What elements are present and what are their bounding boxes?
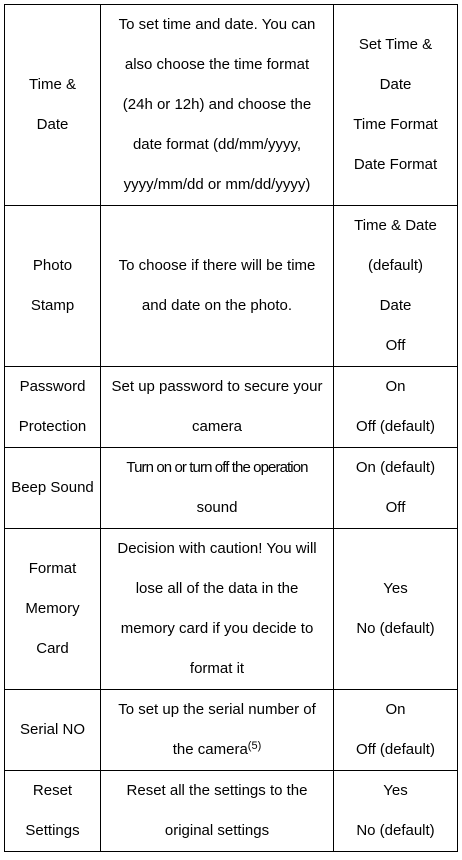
setting-option: No (default) [356,822,435,839]
setting-description: To set up the serial number of [118,701,316,718]
setting-option: Yes [383,580,408,597]
setting-description: lose all of the data in the [135,580,299,597]
setting-options-cell [334,367,458,448]
setting-options-cell [334,771,458,852]
setting-name: Card [36,640,69,657]
setting-description: sound [196,499,238,516]
setting-description: the camera [172,741,248,758]
setting-option: Yes [383,782,408,799]
setting-description: yyyy/mm/dd or mm/dd/yyyy) [123,176,311,193]
setting-options-cell [334,448,458,529]
setting-name: Photo [32,257,73,274]
setting-description: To set time and date. You can [118,16,316,33]
table-row [5,690,458,771]
setting-description-cell [101,5,334,206]
setting-description: format it [189,660,245,677]
setting-description: Turn on or turn off the operation [126,459,308,476]
setting-description-cell [101,448,334,529]
setting-options-cell [334,690,458,771]
setting-name-cell [5,771,101,852]
setting-option: On (default) [355,459,436,476]
setting-description: camera [191,418,243,435]
table-row [5,529,458,690]
setting-name: Beep Sound [11,479,94,496]
setting-option: Set Time & [358,36,433,53]
setting-description-cell [101,206,334,367]
setting-options-cell [334,5,458,206]
camera-settings-table [4,4,458,852]
setting-description: To choose if there will be time [118,257,316,274]
setting-option: On [385,378,406,395]
setting-name: Memory [25,600,80,617]
setting-description-cell [101,771,334,852]
setting-name: Format [28,560,77,577]
setting-description: Set up password to secure your [111,378,323,395]
setting-option: (default) [367,257,424,274]
table-row [5,448,458,529]
setting-options-cell [334,529,458,690]
setting-name: Reset [32,782,73,799]
setting-name-cell [5,5,101,206]
table-row [5,367,458,448]
setting-description: also choose the time format [124,56,310,73]
setting-option: Off [385,337,406,354]
setting-options-cell [334,206,458,367]
setting-name: Date [36,116,69,133]
setting-description: original settings [164,822,270,839]
setting-description: (24h or 12h) and choose the [122,96,312,113]
setting-option: Time Format [353,116,438,133]
table-row [5,771,458,852]
setting-name: Settings [25,822,80,839]
table-row [5,206,458,367]
footnote-marker: (5) [247,740,262,752]
setting-option: Date [379,76,412,93]
setting-name-cell [5,448,101,529]
setting-description-cell [101,690,334,771]
setting-option: Date [379,297,412,314]
setting-name: Serial NO [19,721,86,738]
setting-description: memory card if you decide to [120,620,314,637]
setting-option: Date Format [353,156,438,173]
setting-description: Decision with caution! You will [117,540,317,557]
setting-description-cell [101,367,334,448]
setting-name-cell [5,690,101,771]
setting-description-line [105,730,329,770]
setting-name: Protection [18,418,87,435]
setting-description: and date on the photo. [141,297,293,314]
setting-description: Reset all the settings to the [126,782,308,799]
setting-option: Off (default) [356,418,435,435]
setting-description-cell [101,529,334,690]
setting-option: On [385,701,406,718]
setting-name-cell [5,206,101,367]
setting-option: Time & Date [354,217,437,234]
setting-description: date format (dd/mm/yyyy, [132,136,302,153]
setting-option: Off (default) [356,741,435,758]
setting-option: Off [385,499,406,516]
setting-name-cell [5,529,101,690]
setting-name: Stamp [30,297,75,314]
table-row [5,5,458,206]
setting-name: Time & [29,76,76,93]
setting-option: No (default) [356,620,435,637]
setting-name-cell [5,367,101,448]
setting-name: Password [19,378,86,395]
